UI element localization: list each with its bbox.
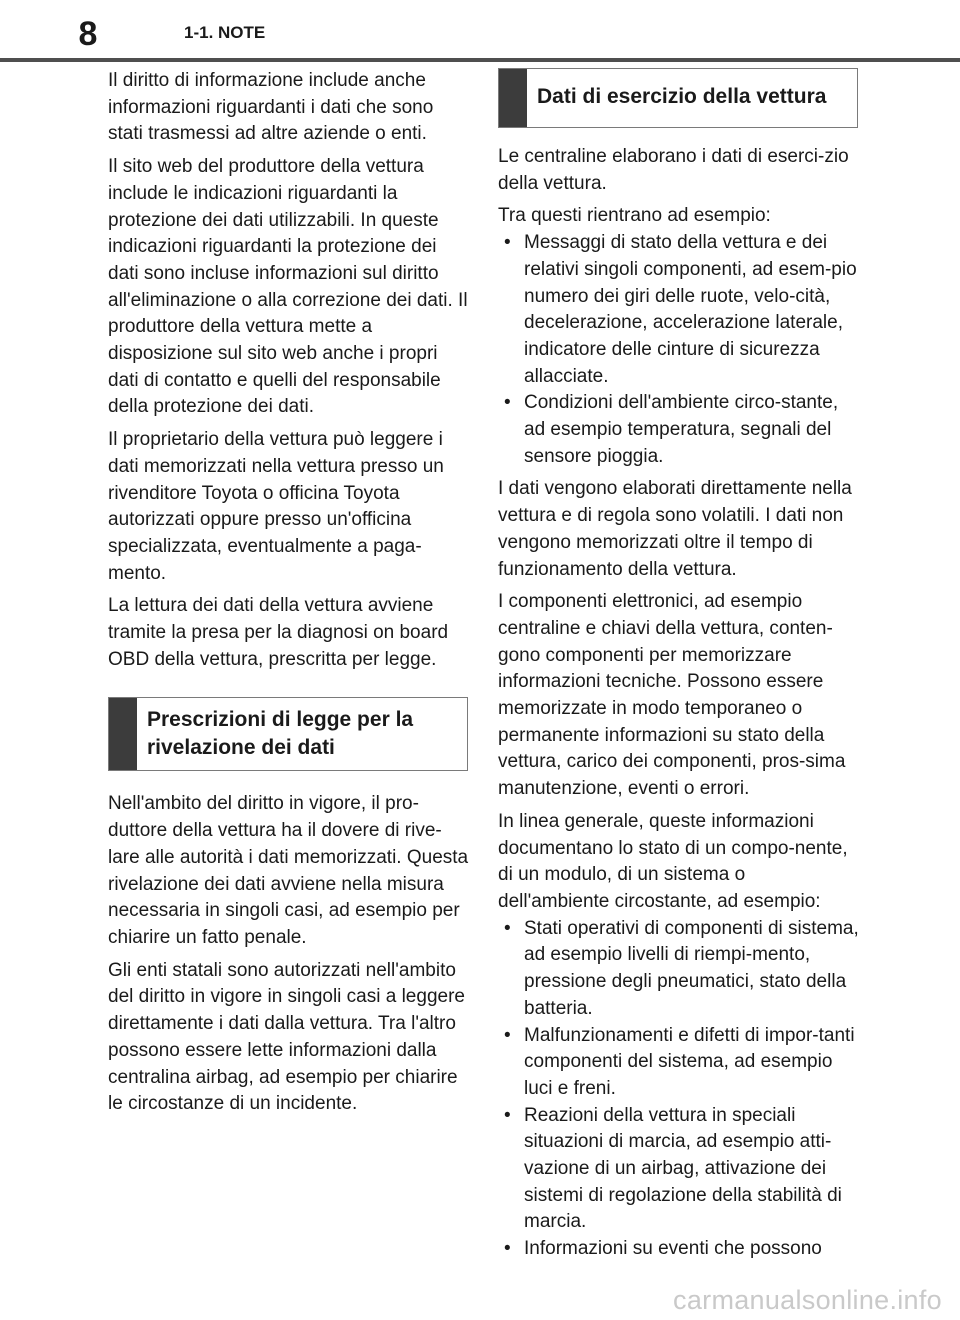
paragraph: Nell'ambito del diritto in vigore, il pro-duttore della vettura ha il dovere di rive-lare alle autorità i dati memorizzati. Questa rivelazione dei dati avviene nella misura necessaria in singoli casi, ad esempio per chiarire un fatto penale. xyxy=(108,793,469,948)
paragraph: Il diritto di informazione include anche informazioni riguardanti i dati che sono stati trasmessi ad altre aziende o enti. xyxy=(108,70,434,145)
page-number: 8 xyxy=(78,15,98,53)
bullet-list xyxy=(498,230,860,470)
section-heading: Dati di esercizio della vettura xyxy=(537,85,827,108)
paragraph: Tra questi rientrano ad esempio: xyxy=(498,205,771,227)
bullet-list xyxy=(498,916,860,1263)
list-item: • Stati operativi di componenti di sistema, ad esempio livelli di riempi-mento, pressione degli pneumatici, stato della batteria. xyxy=(498,916,860,1023)
list-item: • Condizioni dell'ambiente circo-stante, ad esempio temperatura, segnali del sensore pioggia. xyxy=(498,390,860,470)
paragraph: Il proprietario della vettura può leggere i dati memorizzati nella vettura presso un rivenditore Toyota o officina Toyota autorizzati oppure presso un'officina specializzata, eventualmente a paga-mento. xyxy=(108,429,444,584)
section-label: 1-1. NOTE xyxy=(184,23,266,42)
paragraph: Il sito web del produttore della vettura include le indicazioni riguardanti la protezione dei dati utilizzabili. In queste indicazioni riguardanti la protezione dei dati sono incluse informazioni sul diritto all'eliminazione o alla correzione dei dati. Il produttore della vettura mette a disposizione sul sito web anche i propri dati di contatto e quelli del responsabile della protezione dei dati. xyxy=(108,156,468,418)
paragraph: Gli enti statali sono autorizzati nell'ambito del diritto in vigore in singoli casi a leggere direttamente i dati dalla vettura. Tra l'altro possono essere lette informazioni dalla centralina airbag, ad esempio per chiarire le circostanze di un incidente. xyxy=(108,959,465,1115)
paragraph: La lettura dei dati della vettura avviene tramite la presa per la diagnosi on board OBD della vettura, prescritta per legge. xyxy=(108,595,449,670)
list-item: • Informazioni su eventi che possono xyxy=(498,1236,860,1263)
paragraph: In linea generale, queste informazioni documentano lo stato di un compo-nente, di un modulo, di un sistema o dell'ambiente circostante, ad esempio: xyxy=(498,810,848,912)
paragraph: I componenti elettronici, ad esempio centraline e chiavi della vettura, conten-gono componenti per memorizzare informazioni tecniche. Possono essere memorizzate in modo temporaneo o permanente informazioni su stato della vettura, carico dei componenti, pros-sima manutenzione, eventi o errori. xyxy=(498,591,846,800)
section-heading-box xyxy=(498,68,858,128)
list-item: • Malfunzionamenti e difetti di impor-tanti componenti del sistema, ad esempio luci e freni. xyxy=(498,1023,860,1103)
list-item: • Messaggi di stato della vettura e dei relativi singoli componenti, ad esem-pio numero dei giri delle ruote, velo-cità, decelerazione, accelerazione laterale, indicatore delle cinture di sicurezza allacciate. xyxy=(498,230,860,390)
list-item: • Reazioni della vettura in speciali situazioni di marcia, ad esempio atti-vazione di un airbag, attivazione dei sistemi di regolazione della stabilità di marcia. xyxy=(498,1103,860,1237)
paragraph: Le centraline elaborano i dati di eserci-zio della vettura. xyxy=(498,146,849,194)
heading-bar xyxy=(109,698,137,770)
heading-bar xyxy=(499,69,527,127)
watermark: carmanualsonline.info xyxy=(673,1285,942,1315)
page-header xyxy=(0,0,960,62)
section-heading: Prescrizioni di legge per la rivelazione dei dati xyxy=(147,708,414,760)
header-rule xyxy=(0,58,960,62)
right-column xyxy=(498,68,860,1269)
left-column xyxy=(108,68,470,1124)
section-heading-box xyxy=(108,697,468,771)
paragraph: I dati vengono elaborati direttamente nella vettura e di regola sono volatili. I dati non vengono memorizzati oltre il tempo di funzionamento della vettura. xyxy=(498,478,852,580)
